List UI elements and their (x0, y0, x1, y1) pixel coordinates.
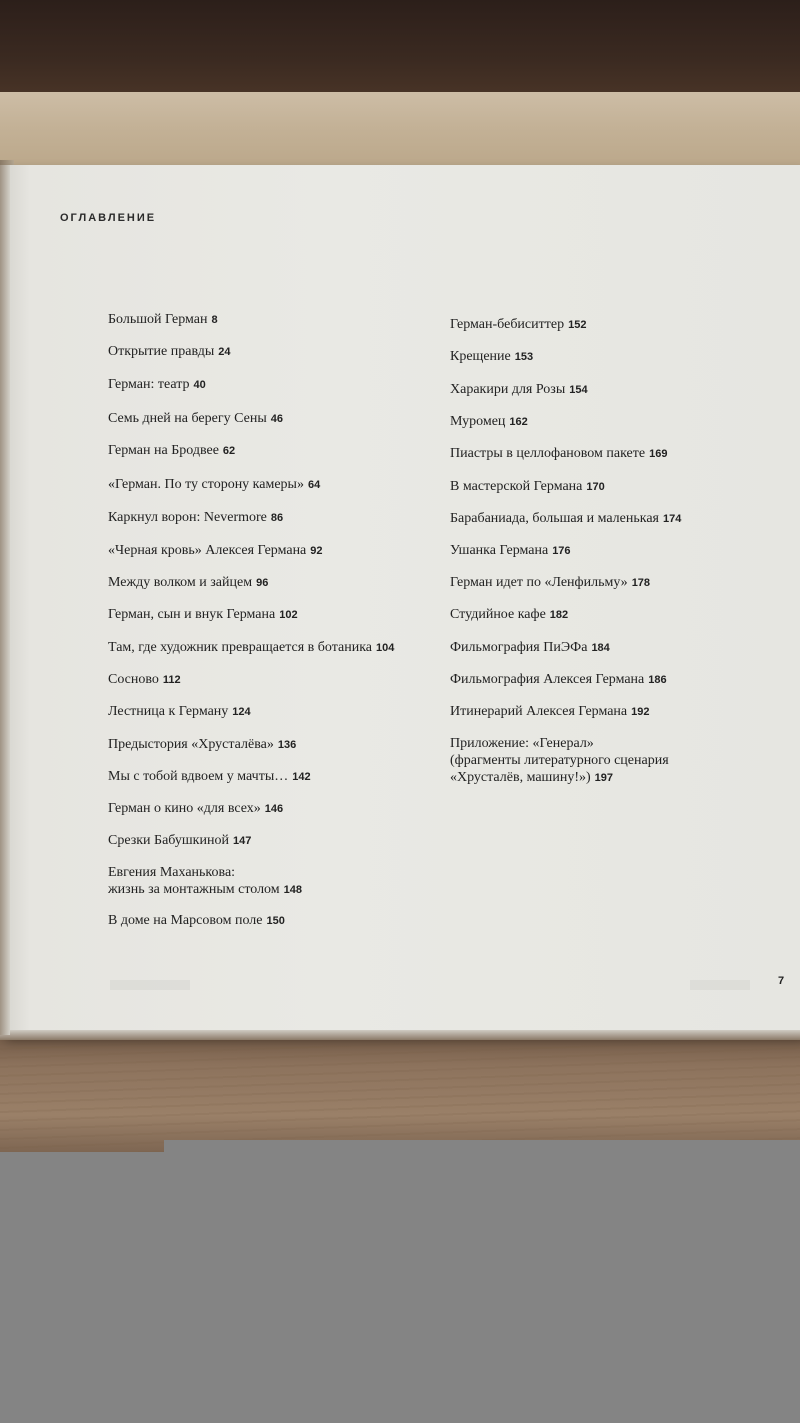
toc-entry (450, 510, 681, 528)
toc-entry (450, 735, 669, 787)
toc-entry-page: 148 (283, 884, 303, 896)
toc-entry-page: 96 (256, 577, 269, 589)
page-edge (0, 1030, 800, 1040)
toc-entry-page: 46 (270, 413, 283, 425)
toc-entry-page: 184 (591, 642, 610, 654)
toc-entry-page: 142 (292, 771, 311, 783)
bleed-through-text (690, 980, 750, 990)
toc-entry (108, 639, 394, 657)
toc-entry (450, 381, 588, 399)
toc-entry (108, 509, 283, 527)
toc-entry (450, 542, 571, 560)
toc-entry-page: 104 (376, 642, 395, 654)
toc-entry-page: 8 (211, 314, 218, 326)
toc-entry-title: Ушанка Германа (450, 543, 549, 558)
toc-entry (108, 311, 218, 329)
toc-entry-title: Герман: театр (108, 377, 190, 392)
toc-entry-page: 150 (266, 915, 285, 927)
toc-entry-page: 153 (514, 351, 534, 363)
toc-entry-title: (фрагменты литературного сценария (450, 753, 669, 768)
toc-entry-page: 154 (569, 384, 588, 396)
toc-entry-page: 182 (549, 609, 569, 621)
toc-entry-title: В доме на Марсовом поле (108, 913, 263, 928)
toc-entry-page: 64 (307, 479, 321, 491)
toc-entry-title: Лестница к Герману (108, 704, 229, 719)
toc-heading: ОГЛАВЛЕНИЕ (60, 212, 157, 224)
toc-entry (108, 410, 283, 428)
background-wall (0, 0, 800, 100)
toc-entry (108, 768, 311, 786)
bleed-through-text (110, 980, 190, 990)
toc-entry-title: Фильмография Алексея Германа (450, 672, 645, 687)
toc-entry-title: «Черная кровь» Алексея Германа (108, 543, 307, 558)
toc-entry-title: Герман на Бродвее (108, 443, 219, 458)
toc-entry-page: 147 (232, 835, 252, 847)
toc-entry (450, 639, 610, 657)
toc-entry-page: 174 (663, 513, 682, 525)
toc-entry-title: Барабаниада, большая и маленькая (450, 511, 659, 526)
toc-entry-page: 152 (568, 319, 587, 331)
toc-entry (108, 703, 251, 721)
toc-entry (108, 864, 302, 899)
toc-entry-page: 176 (552, 545, 571, 557)
toc-entry-title: Сосново (108, 672, 159, 687)
toc-entry-title: Приложение: «Генерал» (450, 736, 594, 751)
toc-entry (450, 478, 605, 496)
toc-entry (108, 442, 235, 460)
toc-entry-title: Срезки Бабушкиной (108, 833, 229, 848)
toc-entry (450, 606, 568, 624)
toc-entry-title: Студийное кафе (450, 607, 546, 622)
toc-entry (450, 348, 533, 366)
gray-padding (164, 1140, 800, 1152)
toc-entry (108, 912, 285, 930)
toc-entry (108, 343, 231, 361)
toc-entry-page: 102 (279, 609, 298, 621)
book-spine (0, 165, 10, 1035)
toc-entry-title: Каркнул ворон: Nevermore (108, 510, 267, 525)
toc-entry (450, 445, 667, 463)
toc-entry-title: Герман о кино «для всех» (108, 801, 261, 816)
toc-entry-title: Итинерарий Алексея Германа (450, 704, 628, 719)
toc-entry-title: Крещение (450, 349, 511, 364)
book-page (6, 165, 800, 1035)
toc-entry (108, 606, 298, 624)
toc-entry (450, 316, 586, 334)
toc-entry (108, 800, 283, 818)
toc-entry (108, 376, 206, 394)
toc-entry (450, 574, 650, 592)
toc-entry-title: Между волком и зайцем (108, 575, 253, 590)
toc-entry-title: Семь дней на берегу Сены (108, 411, 267, 426)
toc-entry-page: 162 (509, 416, 528, 428)
toc-entry (450, 671, 667, 689)
toc-entry-page: 169 (649, 448, 668, 460)
toc-entry-page: 186 (648, 674, 667, 686)
toc-entry (108, 832, 251, 850)
toc-entry-page: 24 (218, 346, 231, 358)
toc-entry-title: Герман идет по «Ленфильму» (450, 575, 628, 590)
toc-entry-page: 86 (270, 512, 284, 524)
toc-entry-page: 112 (162, 674, 181, 686)
toc-entry-page: 62 (222, 445, 236, 457)
toc-entry-title: «Хрусталёв, машину!») (450, 770, 591, 785)
toc-entry-title: Харакири для Розы (450, 382, 566, 397)
toc-entry-title: Пиастры в целлофановом пакете (450, 446, 646, 461)
toc-entry-page: 136 (277, 739, 297, 751)
toc-entry-page: 192 (631, 706, 650, 718)
toc-entry-title: Муромец (450, 414, 506, 429)
toc-entry-page: 170 (586, 481, 605, 493)
toc-entry (108, 476, 320, 494)
toc-entry-page: 124 (232, 706, 251, 718)
wooden-table-bottom (0, 1030, 800, 1152)
toc-entry-title: Герман-бебиситтер (450, 317, 565, 332)
toc-entry-page: 146 (264, 803, 284, 815)
toc-entry-page: 197 (594, 772, 614, 784)
toc-entry-title: В мастерской Германа (450, 479, 583, 494)
toc-entry-page: 40 (193, 379, 206, 391)
toc-entry-title: Фильмография ПиЭФа (450, 640, 588, 655)
toc-entry-title: «Герман. По ту сторону камеры» (108, 477, 304, 492)
toc-entry (108, 736, 296, 754)
toc-entry (108, 542, 323, 560)
toc-entry (108, 671, 181, 689)
toc-entry-title: жизнь за монтажным столом (108, 882, 280, 897)
toc-entry-page: 92 (310, 545, 323, 557)
toc-entry (108, 574, 268, 592)
toc-entry-title: Герман, сын и внук Германа (108, 607, 276, 622)
page-number: 7 (778, 975, 785, 987)
toc-entry-title: Открытие правды (108, 344, 215, 359)
toc-entry (450, 703, 650, 721)
toc-entry-page: 178 (631, 577, 651, 589)
toc-entry-title: Мы с тобой вдвоем у мачты… (108, 769, 289, 784)
toc-entry-title: Евгения Маханькова: (108, 865, 236, 880)
toc-entry-title: Там, где художник превращается в ботаника (108, 640, 372, 655)
toc-entry-title: Большой Герман (108, 312, 208, 327)
toc-entry-title: Предыстория «Хрусталёва» (108, 737, 274, 752)
toc-entry (450, 413, 528, 431)
